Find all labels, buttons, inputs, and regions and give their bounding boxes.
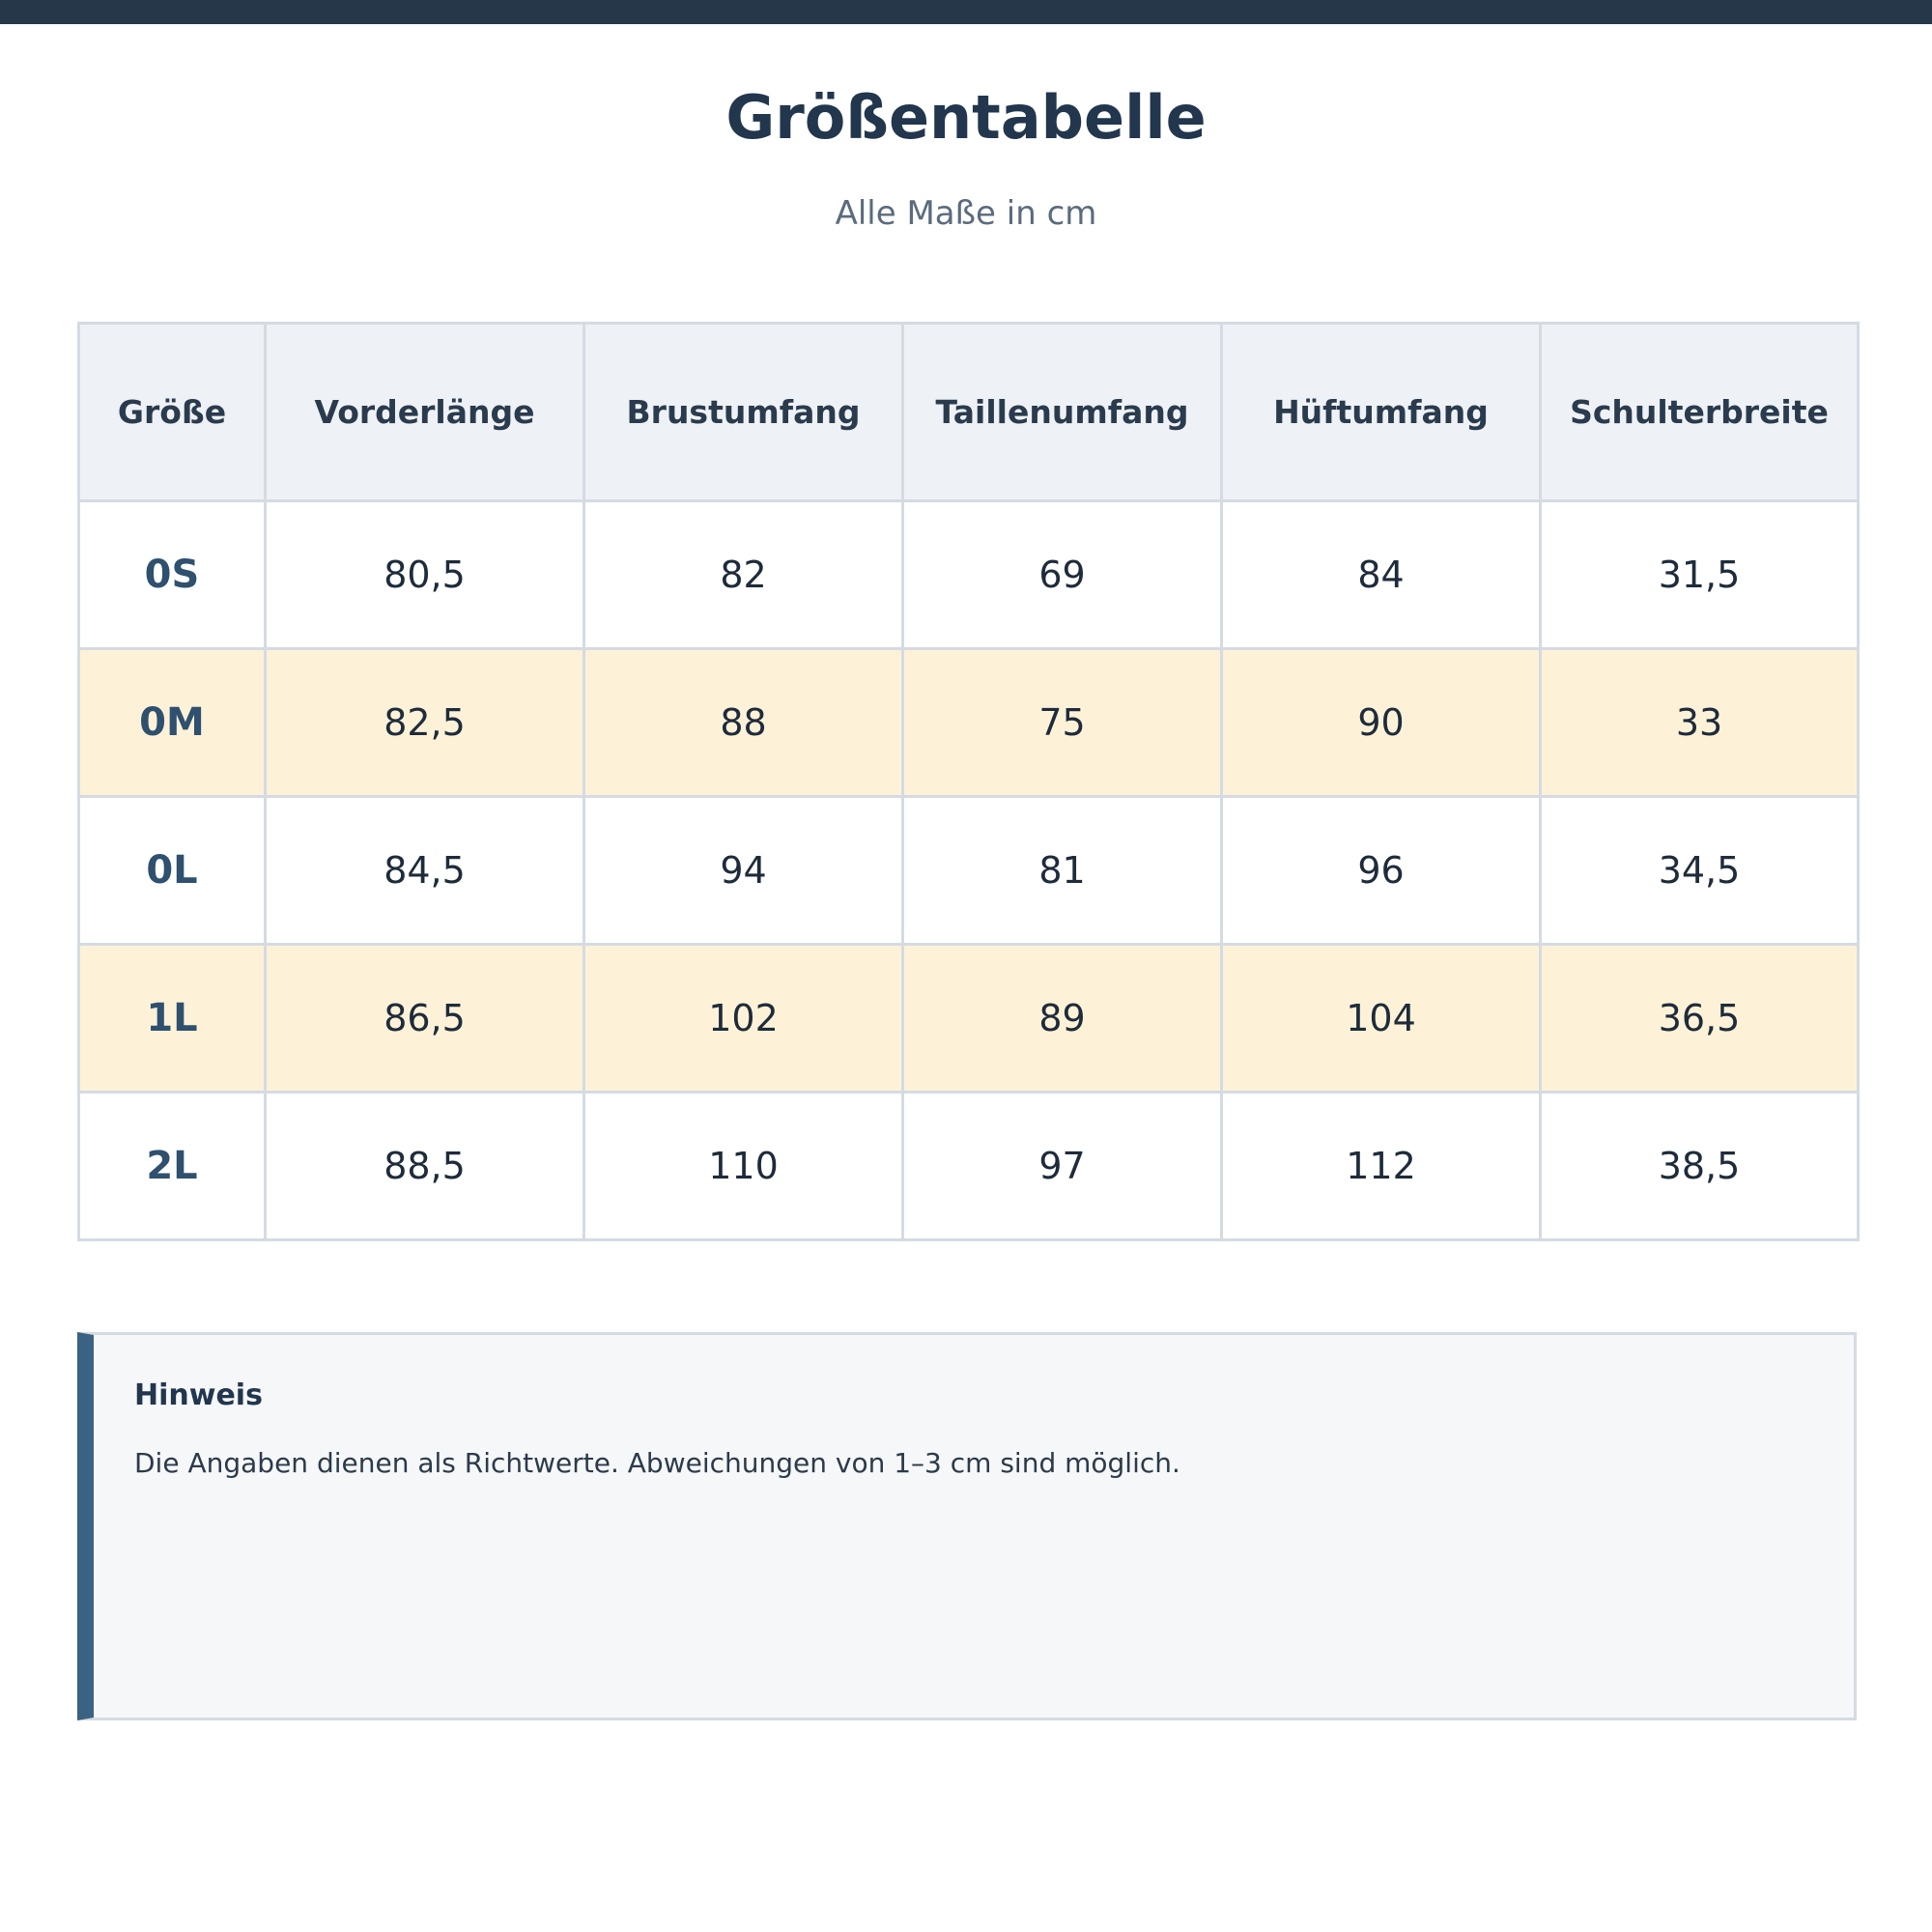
size-label: 0L [79,797,266,945]
table-cell: 86,5 [266,945,584,1093]
table-row [79,501,1859,649]
table-cell: 102 [584,945,903,1093]
size-label: 2L [79,1093,266,1240]
column-header-size: Größe [79,324,266,501]
note-box [77,1332,1857,1720]
table-cell: 38,5 [1541,1093,1859,1240]
page-title: Größentabelle [725,82,1207,153]
table-cell: 34,5 [1541,797,1859,945]
table-cell: 96 [1222,797,1541,945]
table-cell: 82,5 [266,649,584,797]
table-cell: 89 [903,945,1222,1093]
note-title: Hinweis [134,1378,263,1412]
size-label: 0S [79,501,266,649]
table-row [79,1093,1859,1240]
table-cell: 97 [903,1093,1222,1240]
table-cell: 84 [1222,501,1541,649]
table-cell: 80,5 [266,501,584,649]
table-cell: 84,5 [266,797,584,945]
column-header-shoulder: Schulterbreite [1541,324,1859,501]
table-cell: 88,5 [266,1093,584,1240]
column-header-waist: Taillenumfang [903,324,1222,501]
table-row [79,649,1859,797]
table-row [79,797,1859,945]
page-subtitle: Alle Maße in cm [835,194,1097,233]
table-cell: 81 [903,797,1222,945]
size-label: 0M [79,649,266,797]
note-text: Die Angaben dienen als Richtwerte. Abweichungen von 1–3 cm sind möglich. [134,1447,1180,1479]
table-cell: 69 [903,501,1222,649]
column-header-hip: Hüftumfang [1222,324,1541,501]
table-cell: 88 [584,649,903,797]
table-cell: 110 [584,1093,903,1240]
table-cell: 31,5 [1541,501,1859,649]
top-bar [0,0,1932,24]
table-row [79,945,1859,1093]
size-table [77,322,1860,1241]
table-cell: 112 [1222,1093,1541,1240]
table-cell: 104 [1222,945,1541,1093]
table-cell: 90 [1222,649,1541,797]
size-label: 1L [79,945,266,1093]
column-header-chest: Brustumfang [584,324,903,501]
table-cell: 36,5 [1541,945,1859,1093]
table-header-row [79,324,1859,501]
table-cell: 94 [584,797,903,945]
table-cell: 82 [584,501,903,649]
table-cell: 75 [903,649,1222,797]
column-header-front-length: Vorderlänge [266,324,584,501]
table-cell: 33 [1541,649,1859,797]
